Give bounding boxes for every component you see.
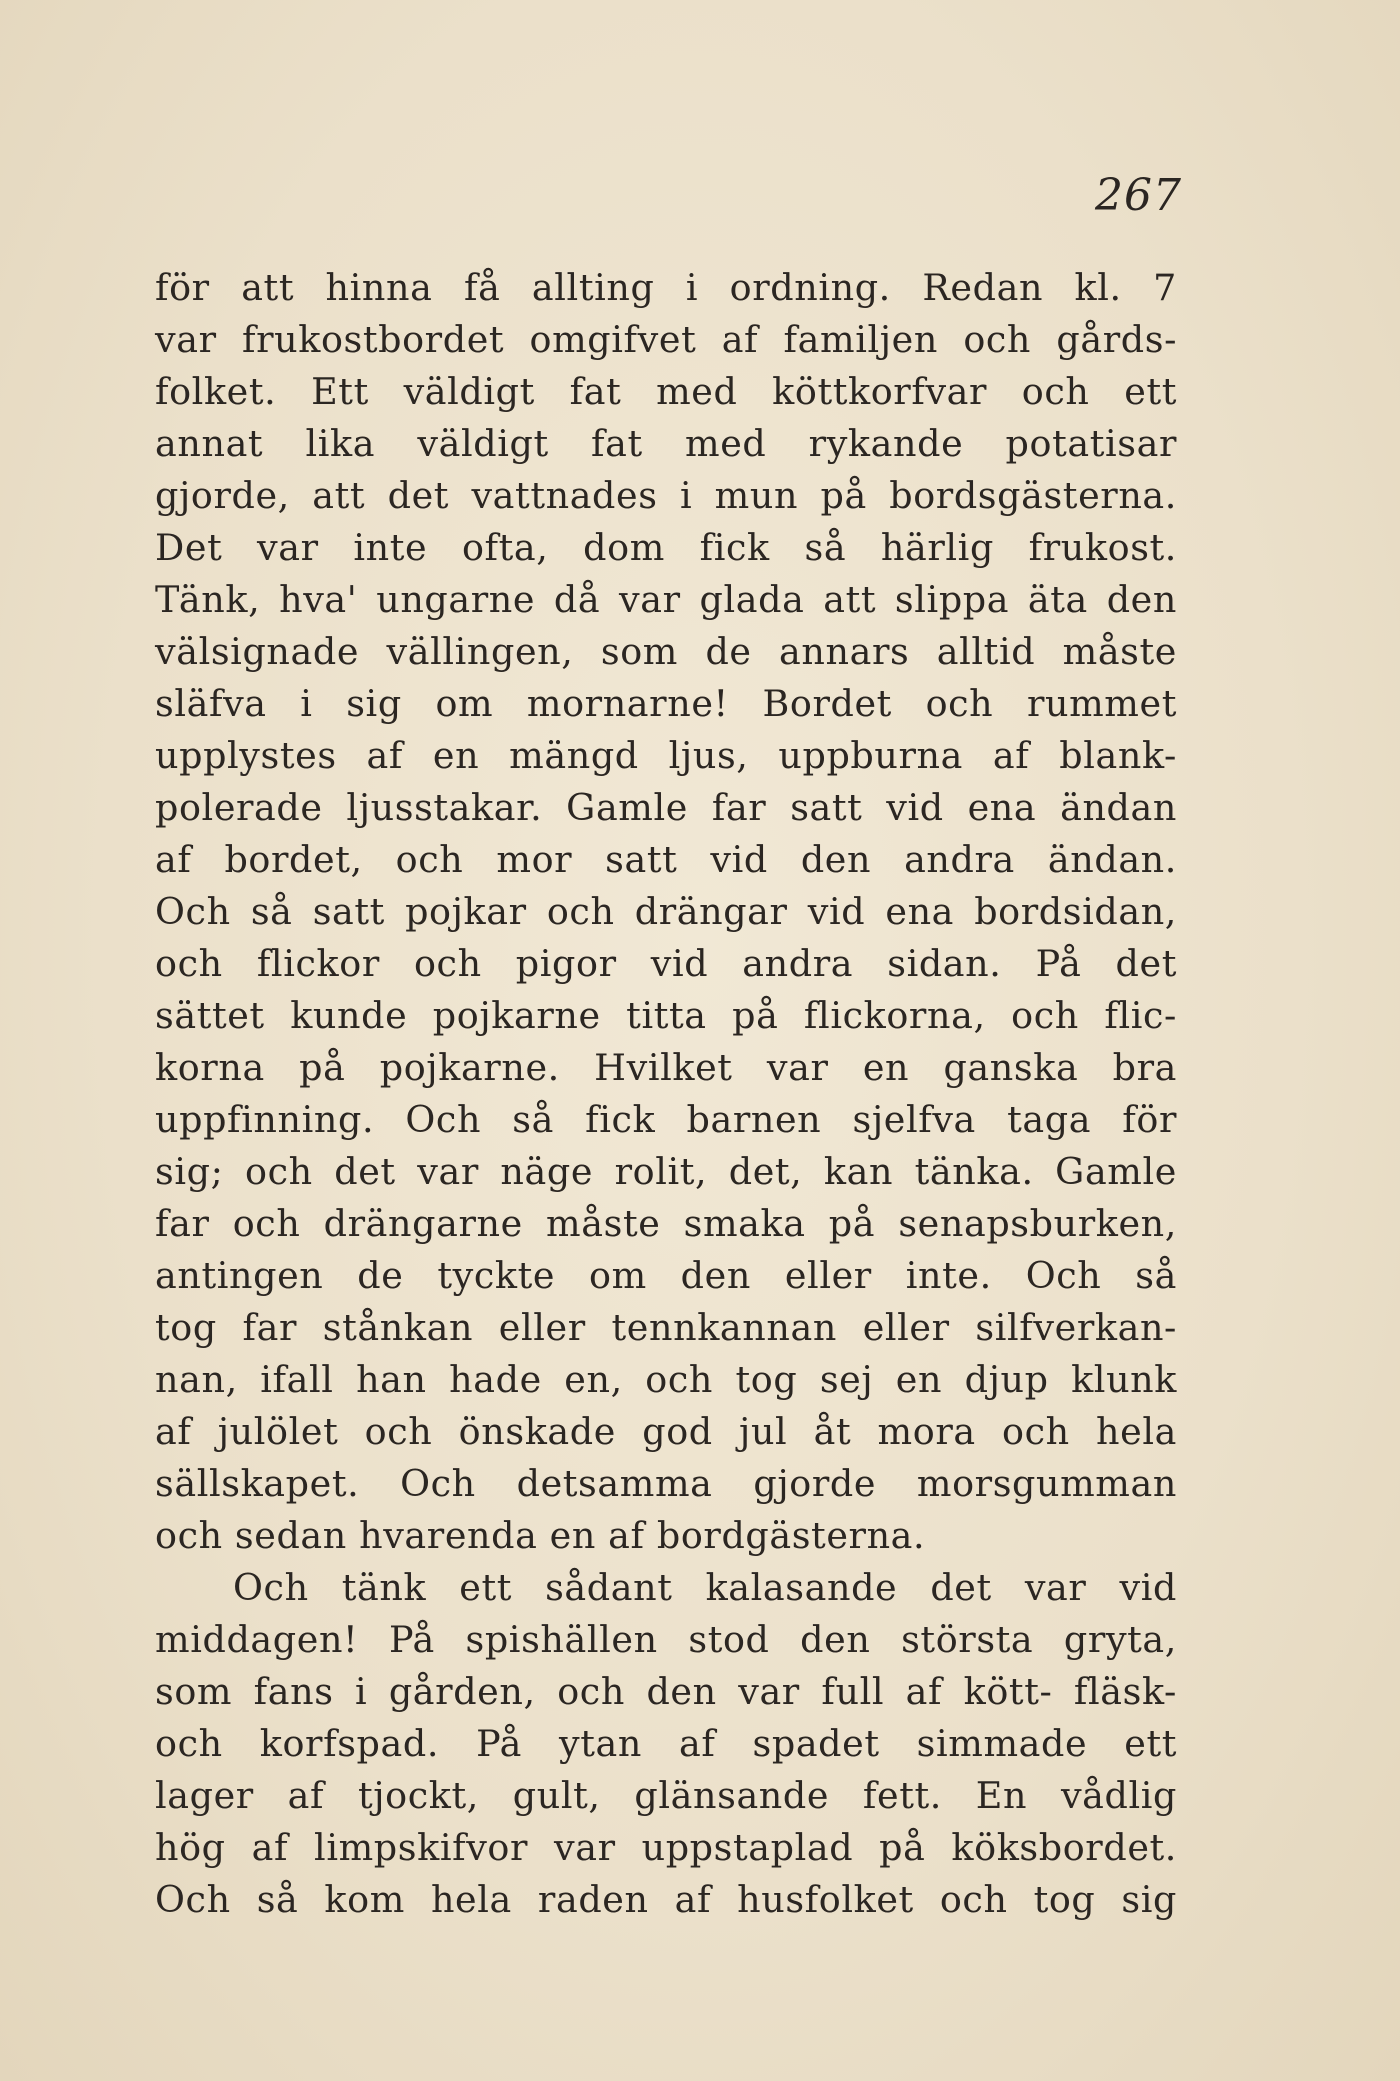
body-text: [155, 262, 1177, 1926]
paragraph-end-line: och sedan hvarenda en af bordgästerna.: [155, 1514, 926, 1557]
text-line: af julölet och önskade god jul åt mora och hela: [155, 1410, 1177, 1453]
text-line: uppfinning. Och så fick barnen sjelfva taga för: [155, 1098, 1177, 1141]
text-line: antingen de tyckte om den eller inte. Och så: [155, 1254, 1177, 1297]
text-line: var frukostbordet omgifvet af familjen och gårds-: [155, 318, 1177, 361]
text-line: Och så satt pojkar och drängar vid ena bordsidan,: [155, 890, 1177, 933]
text-line: och korfspad. På ytan af spadet simmade ett: [155, 1722, 1177, 1765]
text-line: Och så kom hela raden af husfolket och tog sig: [155, 1878, 1177, 1921]
page-number: 267: [1095, 170, 1182, 221]
text-line: som fans i gården, och den var full af kött- fläsk-: [155, 1670, 1177, 1713]
text-line: polerade ljusstakar. Gamle far satt vid ena ändan: [155, 786, 1177, 829]
text-line: välsignade vällingen, som de annars alltid måste: [155, 630, 1177, 673]
text-line: middagen! På spishällen stod den största gryta,: [155, 1618, 1177, 1661]
text-line: gjorde, att det vattnades i mun på bordsgästerna.: [155, 474, 1177, 517]
text-line: tog far stånkan eller tennkannan eller silfverkan-: [155, 1306, 1177, 1349]
text-line: nan, ifall han hade en, och tog sej en djup klunk: [155, 1358, 1177, 1401]
text-line: af bordet, och mor satt vid den andra ändan.: [155, 838, 1177, 881]
paragraph-start-line: Och tänk ett sådant kalasande det var vid: [233, 1566, 1177, 1609]
text-line: korna på pojkarne. Hvilket var en ganska bra: [155, 1046, 1177, 1089]
text-line: annat lika väldigt fat med rykande potatisar: [155, 422, 1177, 465]
text-line: lager af tjockt, gult, glänsande fett. En vådlig: [155, 1774, 1177, 1817]
text-line: sättet kunde pojkarne titta på flickorna, och flic-: [155, 994, 1177, 1037]
text-line: släfva i sig om mornarne! Bordet och rummet: [155, 682, 1177, 725]
text-line: för att hinna få allting i ordning. Redan kl. 7: [155, 266, 1177, 309]
text-line: hög af limpskifvor var uppstaplad på köksbordet.: [155, 1826, 1177, 1869]
text-line: och flickor och pigor vid andra sidan. På det: [155, 942, 1177, 985]
text-line: sig; och det var näge rolit, det, kan tänka. Gamle: [155, 1150, 1177, 1193]
text-line: Tänk, hva' ungarne då var glada att slippa äta den: [155, 578, 1177, 621]
text-line: folket. Ett väldigt fat med köttkorfvar och ett: [155, 370, 1177, 413]
text-line: upplystes af en mängd ljus, uppburna af blank-: [155, 734, 1177, 777]
text-line: sällskapet. Och detsamma gjorde morsgumman: [155, 1462, 1177, 1505]
text-line: Det var inte ofta, dom fick så härlig frukost.: [155, 526, 1177, 569]
text-line: far och drängarne måste smaka på senapsburken,: [155, 1202, 1177, 1245]
